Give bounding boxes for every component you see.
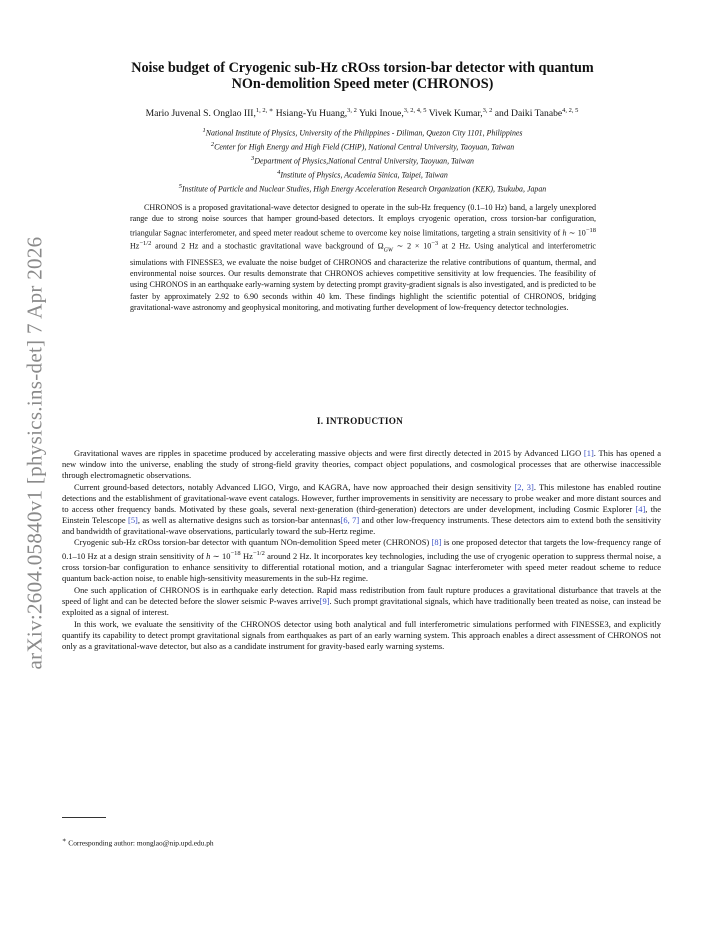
omega-subscript: GW: [383, 247, 393, 254]
affiliation-text: Institute of Particle and Nuclear Studies, High Energy Acceleration Research Organization (KEK), Tsukuba, Japan: [182, 184, 547, 194]
author-name: Vivek Kumar,: [428, 108, 483, 120]
citation-link[interactable]: [5]: [128, 514, 138, 525]
paragraph-text: . This has opened a new window into the universe, enabling the study of strong-field gravity theories, compact object populations, and cosmological processes that are otherwise inaccessible through electromagnetic observations.: [62, 448, 661, 481]
abstract-text: around 2 Hz and a stochastic gravitational wave background of: [151, 242, 378, 252]
paragraph-text: , as well as alternative designs such as torsion-bar antennas: [137, 514, 341, 525]
abstract-text: at 2 Hz. Using analytical and interferometric simulations with FINESSE3, we evaluate the noise budget of CHRONOS and characterize the relative contributions of quantum, thermal, and environmental noise sources. Our results demonstrate that CHRONOS achieves competitive sensitivity at low frequencies. The feasibility of using CHRONOS in an earthquake early-warning system by detecting prompt gravity-gradient signals is also investigated, and is predicted to be faster by approximately 2.92 to 6.90 seconds within 40 km. These findings highlight the scientific potential of CHRONOS, bridging gravitational-wave astronomy and geophysical monitoring, and motivating further development of low-frequency detector technologies.: [130, 242, 597, 312]
strain-symbol: h: [206, 551, 211, 562]
affiliation-text: National Institute of Physics, University of the Philippines - Diliman, Quezon City 1101, Philippines: [205, 128, 523, 138]
title-line-1: Noise budget of Cryogenic sub-Hz cROss torsion-bar detector with quantum: [131, 60, 594, 76]
author-affiliation-marks: 3, 2: [482, 107, 493, 114]
author-list: [62, 106, 662, 119]
citation-link[interactable]: [2, 3]: [514, 481, 534, 492]
title-line-2: NOn-demolition Speed meter (CHRONOS): [231, 76, 494, 92]
affiliation-list: [70, 125, 655, 195]
affiliation-line: [70, 125, 655, 139]
strain-unit: Hz: [240, 551, 253, 562]
affiliation-line: [70, 139, 655, 153]
author-affiliation-marks: 4, 2, 5: [562, 107, 579, 114]
intro-paragraph-2: [62, 482, 661, 537]
intro-paragraph-4: [62, 585, 661, 618]
strain-unit: Hz: [130, 242, 140, 252]
paragraph-text: . This milestone has enabled routine detections and the establishment of gravitational-wave event catalogs. However, further improvements in sensitivity are necessary to probe weaker and more distant sources and to access other frequency bands. Motivated by these goals, several next-generation (third-generation) detectors are under development, including Cosmic Explorer: [62, 481, 661, 514]
abstract-text: CHRONOS is a proposed gravitational-wave detector designed to operate in the sub-Hz frequency (0.1–10 Hz) band, a largely unexplored range due to strong noise sources that hamper ground-based detectors. It employs cryogenic operation, cross torsion-bar configuration, triangular Sagnac interferometer, and speed meter readout scheme to overcome key noise limitations, targeting a strain sensitivity of: [130, 203, 596, 238]
footnote: [62, 836, 214, 847]
strain-unit-exponent: −1/2: [139, 240, 152, 248]
strain-value: ∼ 10: [210, 551, 231, 562]
omega-exponent: −3: [431, 240, 439, 248]
paper-title: [90, 60, 635, 92]
paragraph-text: around 2 Hz. It incorporates key technologies, including the use of cryogenic operation to suppress thermal noise, a cross torsion-bar configuration to enhance sensitivity to differential rotational motion, and a triangular Sagnac interferometer with speed meter readout scheme to reduce quantum back-action noise, to enable high-sensitivity measurements in the sub-Hz regime.: [62, 551, 661, 584]
citation-link[interactable]: [1]: [583, 448, 594, 458]
author-name: Mario Juvenal S. Onglao III,: [145, 108, 256, 120]
citation-link[interactable]: [8]: [431, 537, 442, 548]
affiliation-text: Department of Physics,National Central University, Taoyuan, Taiwan: [254, 156, 474, 166]
paragraph-text: One such application of CHRONOS is in earthquake early detection. Rapid mass redistribution from fault rupture produces a gravitational disturbance that travels at the speed of light and can be detected before the slower seismic P-waves arrive: [62, 584, 661, 606]
strain-exponent: −18: [585, 226, 596, 234]
footnote-text: Corresponding author: monglao@nip.upd.edu.ph: [66, 838, 214, 848]
affiliation-text: Institute of Physics, Academia Sinica, Taipei, Taiwan: [280, 170, 448, 180]
omega-value: ∼ 2 × 10: [392, 242, 432, 252]
paragraph-text: Cryogenic sub-Hz cROss torsion-bar detector with quantum NOn-demolition Speed meter (CHRONOS): [74, 537, 432, 548]
affiliation-line: [70, 181, 655, 195]
affiliation-number: 2: [210, 140, 215, 148]
author-name: Hsiang-Yu Huang,: [275, 108, 348, 120]
intro-paragraph-3: [62, 537, 661, 584]
paragraph-text: and other low-frequency instruments. These detectors aim to extend both the sensitivity and bandwidth of gravitational-wave observations, particularly toward the sub-Hertz regime.: [62, 514, 661, 536]
arxiv-identifier: arXiv:2604.05840v1 [physics.ins-det] 7 Apr 2026: [22, 236, 47, 669]
omega-symbol: Ω: [377, 242, 384, 252]
affiliation-line: [70, 167, 655, 181]
citation-link[interactable]: [6, 7]: [340, 514, 360, 525]
paragraph-text: Gravitational waves are ripples in spacetime produced by accelerating massive objects and were first directly detected in 2015 by Advanced LIGO: [74, 448, 584, 458]
affiliation-text: Center for High Energy and High Field (CHiP), National Central University, Taoyuan, Taiwan: [214, 142, 515, 152]
paragraph-text: Current ground-based detectors, notably Advanced LIGO, Virgo, and KAGRA, have now approached their design sensitivity: [74, 481, 515, 492]
strain-exponent: −18: [230, 550, 241, 558]
footnote-mark: ∗: [62, 837, 67, 844]
affiliation-number: 4: [277, 168, 281, 176]
citation-link[interactable]: [4]: [635, 503, 646, 514]
paragraph-text: is one proposed detector that targets the low-frequency range of 0.1–10 Hz at a design strain sensitivity of: [62, 537, 662, 562]
strain-unit-exponent: −1/2: [252, 550, 265, 558]
section-heading-introduction: I. INTRODUCTION: [316, 416, 404, 426]
paragraph-text: , the Einstein Telescope: [62, 503, 662, 525]
affiliation-number: 3: [251, 154, 255, 162]
author-affiliation-marks: 3, 2, 4, 5: [403, 107, 427, 114]
footnote-divider: [62, 817, 106, 818]
intro-paragraph-1: [62, 448, 661, 481]
affiliation-number: 5: [178, 182, 182, 190]
paragraph-text: . Such prompt gravitational signals, which have traditionally been treated as noise, can instead be exploited as a signal of interest.: [62, 595, 662, 617]
introduction-body: [62, 448, 661, 652]
arxiv-sidebar: [18, 225, 52, 680]
author-affiliation-marks: 3, 2: [347, 107, 357, 114]
author-name: and Daiki Tanabe: [494, 108, 563, 120]
intro-paragraph-5: In this work, we evaluate the sensitivity of the CHRONOS detector using both analytical and full interferometric simulations performed with FINESSE3, and explicitly quantify its capability to detect prompt gravitational signals from earthquakes as part of an early warning system. This approach enables a direct assessment of CHRONOS not only as a gravitational-wave detector, but also as a candidate instrument for gravity-based early warning systems.: [62, 618, 661, 651]
citation-link[interactable]: [9]: [319, 595, 330, 606]
affiliation-number: 1: [202, 127, 206, 134]
affiliation-line: [70, 153, 655, 167]
author-affiliation-marks: 1, 2, ∗: [255, 107, 274, 114]
strain-symbol: h: [562, 228, 567, 238]
strain-value: ∼ 10: [566, 228, 586, 238]
abstract: [130, 202, 596, 313]
author-name: Yuki Inoue,: [358, 108, 404, 120]
